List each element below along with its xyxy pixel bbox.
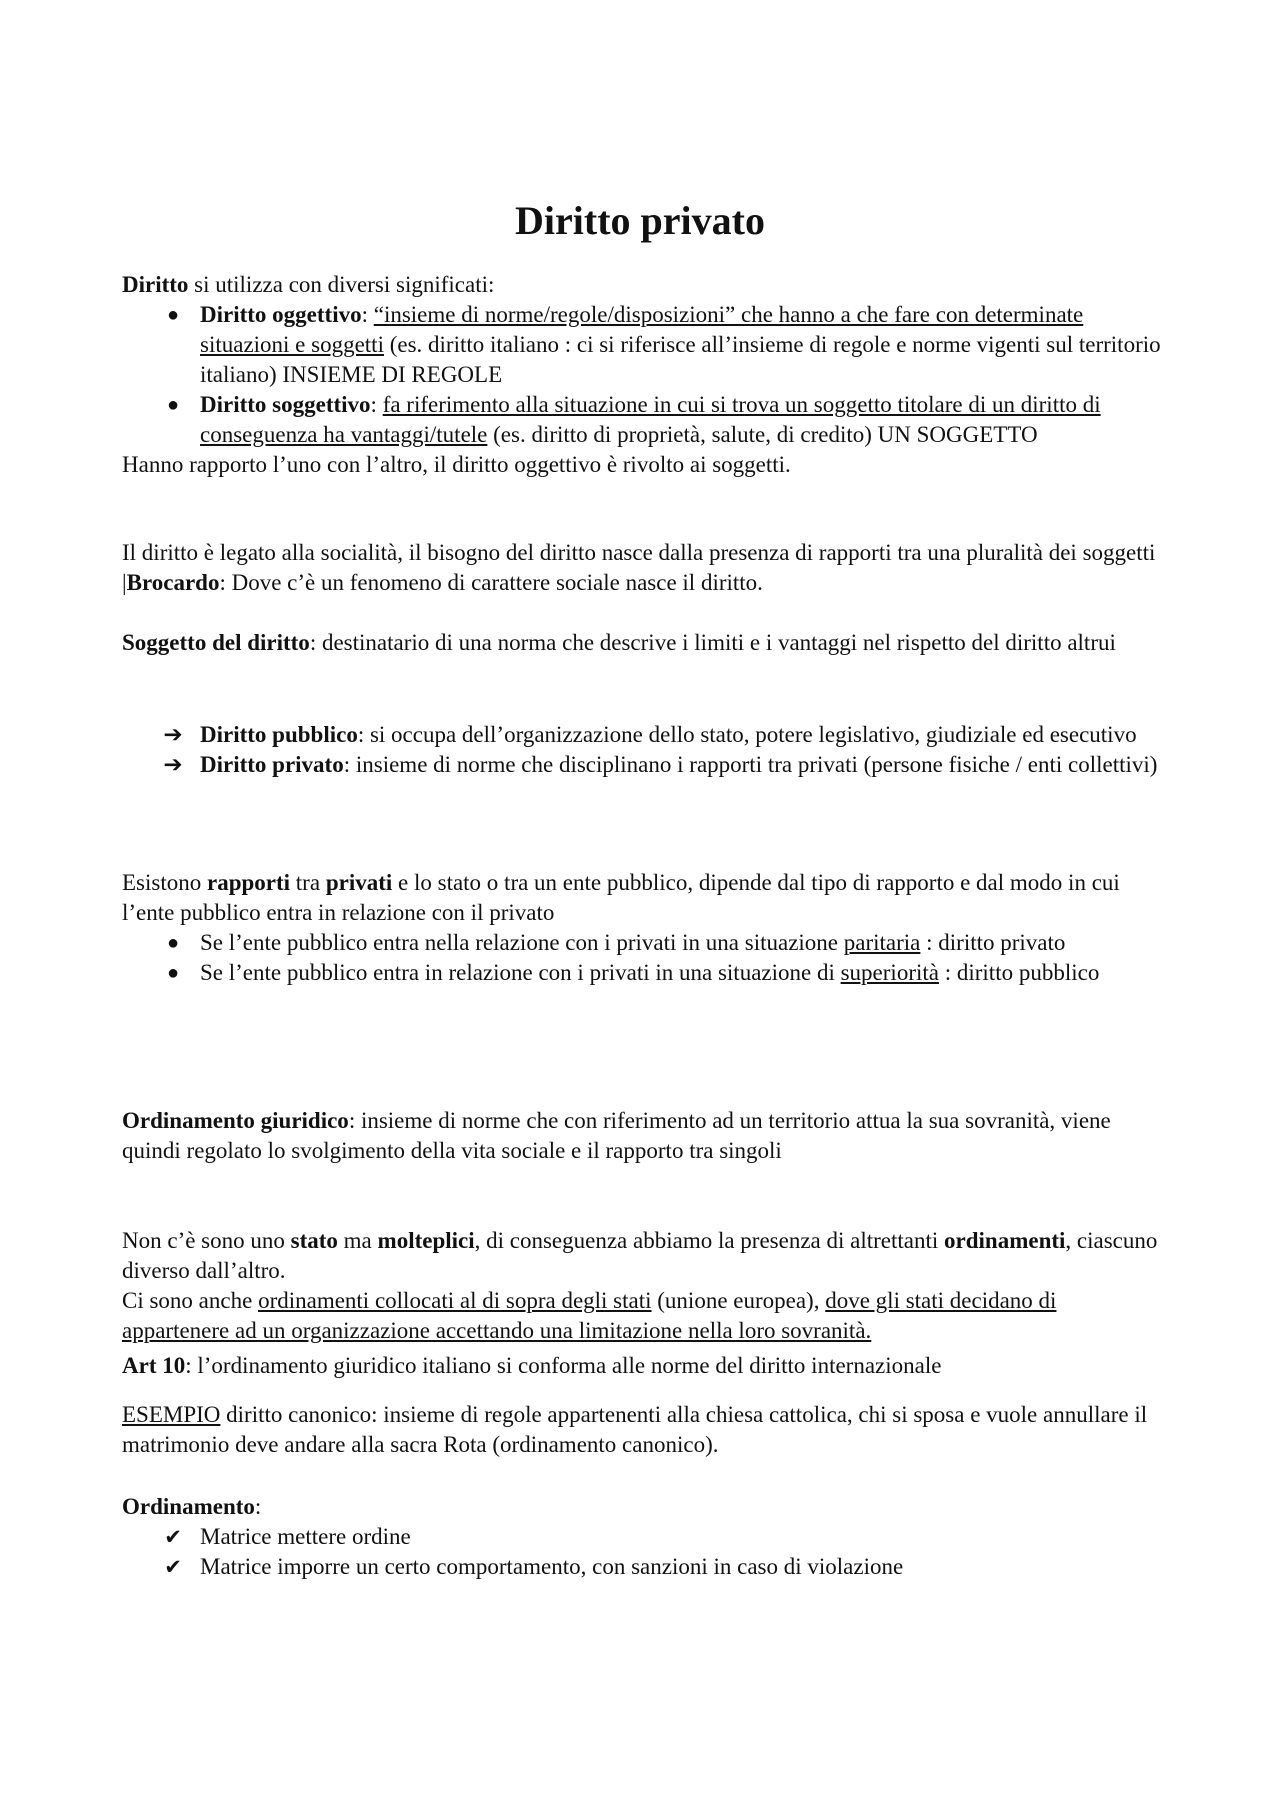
soggetto-term: Soggetto del diritto <box>122 630 310 655</box>
socialita-paragraph <box>122 538 1168 598</box>
art10-paragraph <box>122 1351 1168 1381</box>
soggetto-paragraph <box>122 628 1168 658</box>
bullet-icon: ● <box>166 304 180 326</box>
intro-paragraph <box>122 270 1168 300</box>
intro-text: si utilizza con diversi significati: <box>188 272 495 297</box>
branches-section <box>122 720 1168 780</box>
list-item <box>122 720 1168 750</box>
list-item <box>122 390 1168 450</box>
separator: : <box>254 1494 262 1519</box>
list-item <box>122 958 1168 988</box>
esempio-label: ESEMPIO <box>122 1402 221 1427</box>
branch-text: : si occupa dell’organizzazione dello stato, potere legislativo, giudiziale ed esecutivo <box>357 722 1137 747</box>
sopra-stati-underlined: ordinamenti collocati al di sopra degli stati <box>258 1288 652 1313</box>
arrow-right-icon: ➔ <box>163 722 183 748</box>
case-text: Se l’ente pubblico entra in relazione con i privati in una situazione di <box>200 960 841 985</box>
molteplici-bold: molteplici <box>377 1228 475 1253</box>
molteplici-text: , di conseguenza abbiamo la presenza di altrettanti <box>474 1228 945 1253</box>
sopra-stati-paragraph <box>122 1286 1168 1346</box>
art10-term: Art 10 <box>122 1353 186 1378</box>
ordinamento-section <box>122 1492 1168 1582</box>
intro-term: Diritto <box>122 272 189 297</box>
brocardo-term: Brocardo <box>126 570 220 595</box>
esempio-paragraph <box>122 1400 1168 1460</box>
checkmark-icon: ✔ <box>164 1555 182 1579</box>
separator: : <box>370 392 383 417</box>
molteplici-paragraph <box>122 1226 1168 1286</box>
ordinamento-giuridico-term: Ordinamento giuridico <box>122 1108 349 1133</box>
rapporti-paragraph <box>122 868 1168 928</box>
stato-bold: stato <box>290 1228 338 1253</box>
rapporti-text: e lo stato o tra un ente pubblico, dipende dal tipo di rapporto e dal modo in cui l’ente pubblico entra in relazione con il privato <box>122 870 1120 925</box>
rapporti-bold: rapporti <box>206 870 291 895</box>
separator: : <box>361 302 374 327</box>
molteplici-text: , ciascuno diverso dall’altro. <box>122 1228 1158 1283</box>
meaning-text: (es. diritto italiano : ci si riferisce all’insieme di regole e norme vigenti sul territorio italiano) INSIEME DI REGOLE <box>200 332 1161 387</box>
sopra-stati-underlined: dove gli stati decidano di appartenere ad un organizzazione accettando una limitazione nella loro sovranità. <box>122 1288 1057 1343</box>
ordinamento-item-text: Matrice imporre un certo comportamento, con sanzioni in caso di violazione <box>200 1554 904 1579</box>
relation-line: Hanno rapporto l’uno con l’altro, il diritto oggettivo è rivolto ai soggetti. <box>122 452 791 477</box>
brocardo-text: : Dove c’è un fenomeno di carattere sociale nasce il diritto. <box>219 570 763 595</box>
ordinamenti-bold: ordinamenti <box>944 1228 1066 1253</box>
esempio-text: diritto canonico: insieme di regole appartenenti alla chiesa cattolica, chi si sposa e vuole annullare il matrimonio deve andare alla sacra Rota (ordinamento canonico). <box>122 1402 1148 1457</box>
meaning-text: (es. diritto di proprietà, salute, di credito) UN SOGGETTO <box>487 422 1038 447</box>
branch-term: Diritto pubblico <box>200 722 358 747</box>
meanings-section <box>122 270 1168 480</box>
ordinamento-list <box>122 1522 1168 1582</box>
soggetto-text: : destinatario di una norma che descrive i limiti e i vantaggi nel rispetto del diritto altrui <box>309 630 1116 655</box>
case-underlined: paritaria <box>843 930 921 955</box>
list-item <box>122 750 1168 780</box>
meaning-underlined: fa riferimento alla situazione in cui si trova un soggetto titolare di un diritto di conseguenza ha vantaggi/tutele <box>200 392 1101 447</box>
branches-list <box>122 720 1168 780</box>
list-item <box>122 928 1168 958</box>
list-item <box>122 1522 1168 1552</box>
ordinamento-item-text: Matrice mettere ordine <box>200 1524 411 1549</box>
molteplici-section <box>122 1226 1168 1346</box>
molteplici-text: ma <box>337 1228 378 1253</box>
molteplici-text: Non c’è sono uno <box>122 1228 291 1253</box>
ordinamento-giuridico-paragraph <box>122 1106 1168 1166</box>
list-item <box>122 1552 1168 1582</box>
bullet-icon: ● <box>166 962 180 984</box>
meanings-list <box>122 300 1168 450</box>
meaning-term: Diritto oggettivo <box>200 302 362 327</box>
ordinamento-giuridico-text: : insieme di norme che con riferimento ad un territorio attua la sua sovranità, viene quindi regolato lo svolgimento della vita sociale e il rapporto tra singoli <box>122 1108 1111 1163</box>
rapporti-text: Esistono <box>122 870 207 895</box>
case-text: Se l’ente pubblico entra nella relazione con i privati in una situazione <box>200 930 844 955</box>
arrow-right-icon: ➔ <box>163 752 183 778</box>
checkmark-icon: ✔ <box>164 1525 182 1549</box>
sopra-stati-text: (unione europea), <box>651 1288 826 1313</box>
case-text: : diritto privato <box>920 930 1066 955</box>
rapporti-text: tra <box>290 870 326 895</box>
bullet-icon: ● <box>166 394 180 416</box>
ordinamento-term: Ordinamento <box>122 1494 255 1519</box>
meaning-underlined: “insieme di norme/regole/disposizioni” che hanno a che fare con determinate situazioni e soggetti <box>200 302 1084 357</box>
list-item <box>122 300 1168 390</box>
case-underlined: superiorità <box>840 960 939 985</box>
page-title: Diritto privato <box>515 197 765 243</box>
cases-list <box>122 928 1168 988</box>
bullet-icon: ● <box>166 932 180 954</box>
case-text: : diritto pubblico <box>938 960 1100 985</box>
branch-text: : insieme di norme che disciplinano i rapporti tra privati (persone fisiche / enti collettivi) <box>343 752 1158 777</box>
art10-text: : l’ordinamento giuridico italiano si conforma alle norme del diritto internazionale <box>185 1353 942 1378</box>
privati-bold: privati <box>325 870 393 895</box>
ordinamento-heading <box>122 1492 1168 1522</box>
socialita-text: Il diritto è legato alla socialità, il bisogno del diritto nasce dalla presenza di rapporti tra una pluralità dei soggetti | <box>122 540 1156 595</box>
rapporti-section <box>122 868 1168 988</box>
meaning-term: Diritto soggettivo <box>200 392 371 417</box>
branch-term: Diritto privato <box>200 752 344 777</box>
sopra-stati-text: Ci sono anche <box>122 1288 259 1313</box>
